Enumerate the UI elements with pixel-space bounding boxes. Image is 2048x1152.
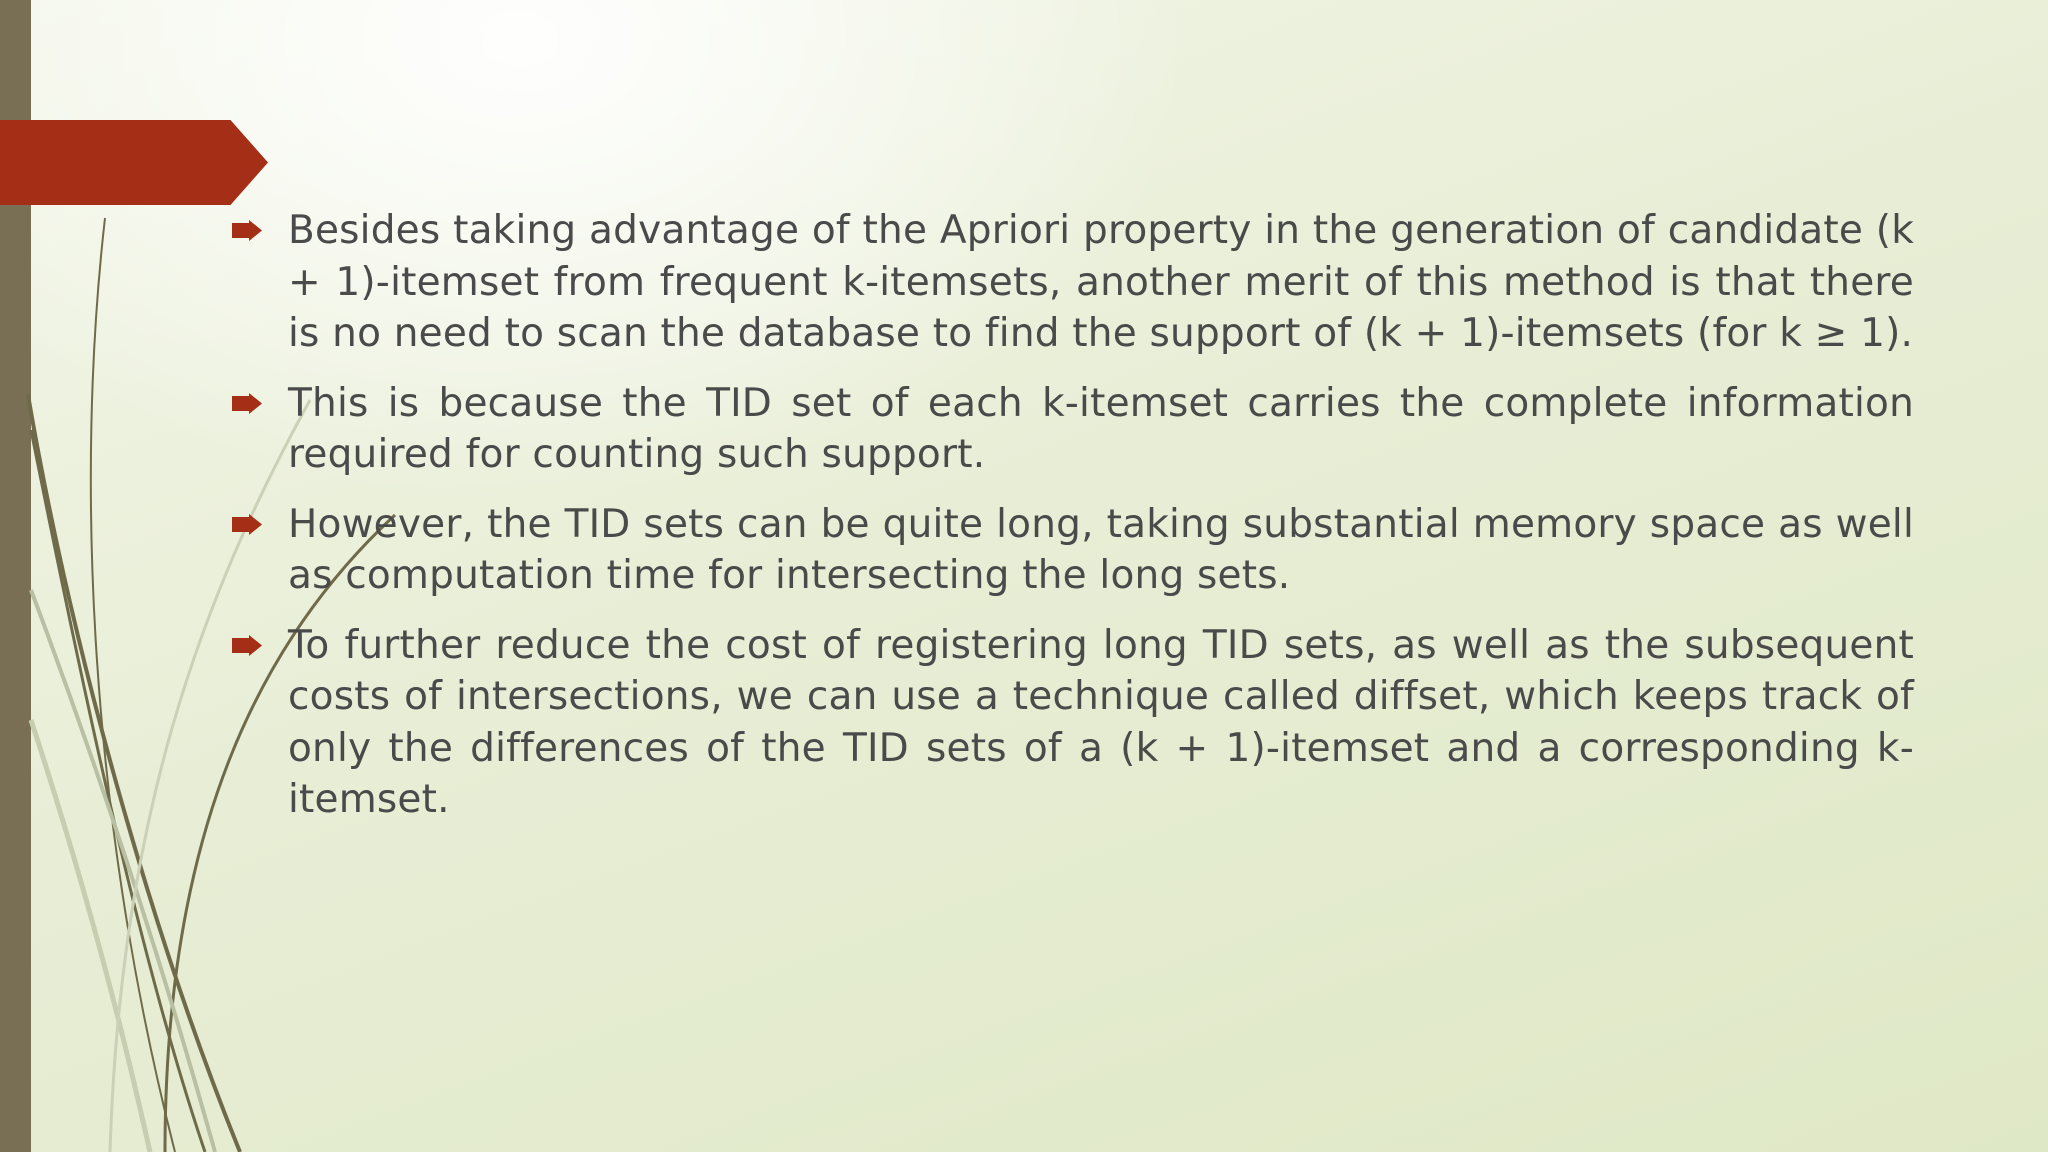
bullet-text: However, the TID sets can be quite long, taking substantial memory space as well as computation time for intersecting the long sets. (288, 501, 1914, 598)
stem-line (31, 720, 150, 1152)
title-accent-arrow (0, 120, 268, 205)
bullet-text: Besides taking advantage of the Apriori property in the generation of candidate (k + 1)-itemset from frequent k-itemsets, another merit of this method is that there is no need to scan the database to find the support of (k + 1)-itemsets (for k ≥ 1). (288, 208, 1914, 356)
bullet-text: This is because the TID set of each k-itemset carries the complete information required for counting such support. (288, 380, 1914, 477)
bullet-list (232, 205, 1914, 826)
bullet-item (232, 378, 1914, 481)
bullet-item (232, 620, 1914, 826)
arrow-bullet-icon (232, 635, 262, 656)
arrow-bullet-icon (232, 220, 262, 241)
stem-line (28, 395, 240, 1152)
bullet-item (232, 205, 1914, 360)
arrow-bullet-icon (232, 393, 262, 414)
arrow-bullet-icon (232, 514, 262, 535)
bullet-item (232, 499, 1914, 602)
slide-body (232, 205, 1914, 844)
bullet-text: To further reduce the cost of registering long TID sets, as well as the subsequent costs of intersections, we can use a technique called diffset, which keeps track of only the differences of the TID sets of a (k + 1)-itemset and a corresponding k-itemset. (288, 622, 1914, 822)
